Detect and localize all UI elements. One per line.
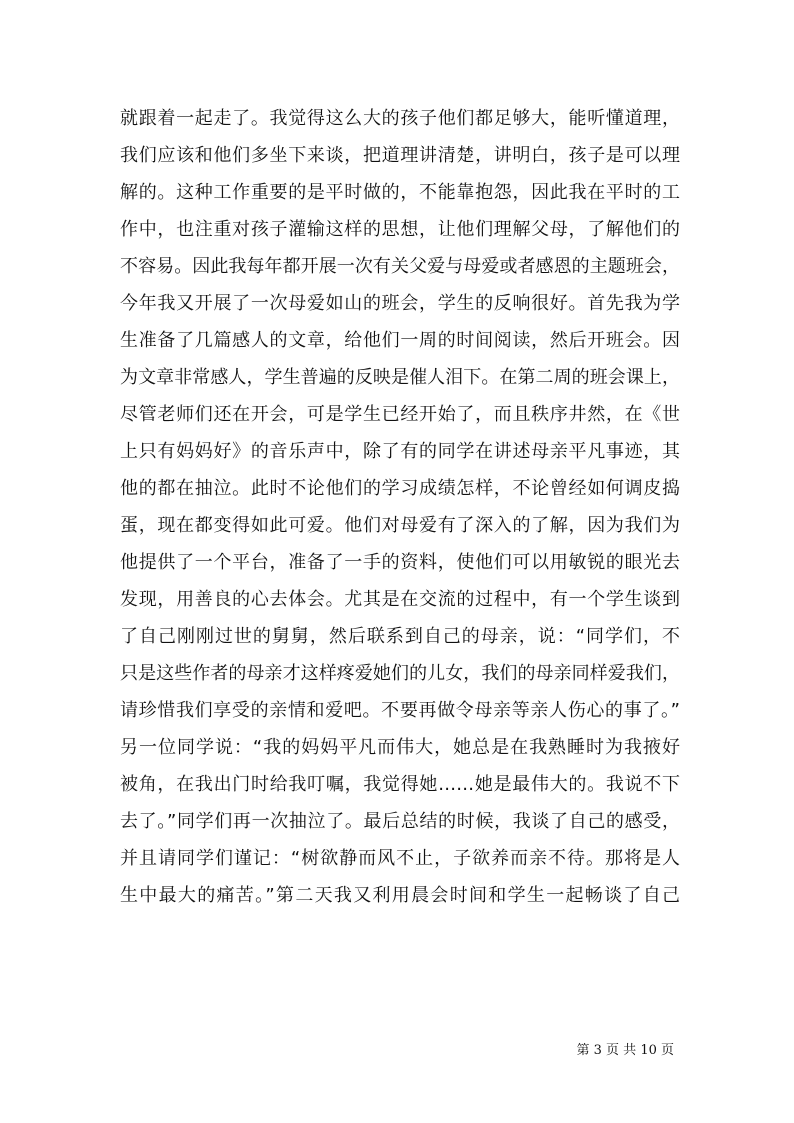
text-line: 他的都在抽泣。此时不论他们的学习成绩怎样，不论曾经如何调皮捣 bbox=[120, 478, 680, 499]
text-line: 蛋，现在都变得如此可爱。他们对母爱有了深入的了解，因为我们为 bbox=[120, 515, 680, 536]
text-line: 并且请同学们谨记：“树欲静而风不止，子欲养而亲不待。那将是人 bbox=[120, 848, 680, 869]
text-line: 被角，在我出门时给我叮嘱，我觉得她……她是最伟大的。我说不下 bbox=[120, 774, 680, 795]
text-line: 上只有妈妈好》的音乐声中，除了有的同学在讲述母亲平凡事迹，其 bbox=[120, 441, 680, 462]
text-line: 解的。这种工作重要的是平时做的，不能靠抱怨，因此我在平时的工 bbox=[120, 182, 680, 203]
text-line: 为文章非常感人，学生普遍的反映是催人泪下。在第二周的班会课上， bbox=[120, 367, 680, 388]
text-line: 了自己刚刚过世的舅舅，然后联系到自己的母亲，说：“同学们，不 bbox=[120, 626, 680, 647]
text-line: 他提供了一个平台，准备了一手的资料，使他们可以用敏锐的眼光去 bbox=[120, 552, 680, 573]
text-line: 生准备了几篇感人的文章，给他们一周的时间阅读，然后开班会。因 bbox=[120, 330, 680, 351]
text-line: 请珍惜我们享受的亲情和爱吧。不要再做令母亲等亲人伤心的事了。” bbox=[120, 700, 680, 721]
body-text bbox=[120, 100, 680, 914]
text-line: 今年我又开展了一次母爱如山的班会，学生的反响很好。首先我为学 bbox=[120, 293, 680, 314]
page-number-footer: 第 3 页 共 10 页 bbox=[576, 1043, 674, 1058]
text-line: 我们应该和他们多坐下来谈，把道理讲清楚，讲明白，孩子是可以理 bbox=[120, 145, 680, 166]
text-line: 尽管老师们还在开会，可是学生已经开始了，而且秩序井然，在《世 bbox=[120, 404, 680, 425]
text-line: 生中最大的痛苦。”第二天我又利用晨会时间和学生一起畅谈了自己 bbox=[120, 885, 680, 906]
text-line: 不容易。因此我每年都开展一次有关父爱与母爱或者感恩的主题班会， bbox=[120, 256, 680, 277]
text-line: 去了。”同学们再一次抽泣了。最后总结的时候，我谈了自己的感受， bbox=[120, 811, 680, 832]
text-line: 另一位同学说：“我的妈妈平凡而伟大，她总是在我熟睡时为我掖好 bbox=[120, 737, 680, 758]
text-line: 发现，用善良的心去体会。尤其是在交流的过程中，有一个学生谈到 bbox=[120, 589, 680, 610]
text-line: 只是这些作者的母亲才这样疼爱她们的儿女，我们的母亲同样爱我们， bbox=[120, 663, 680, 684]
text-line: 就跟着一起走了。我觉得这么大的孩子他们都足够大，能听懂道理， bbox=[120, 108, 680, 129]
text-line: 作中，也注重对孩子灌输这样的思想，让他们理解父母，了解他们的 bbox=[120, 219, 680, 240]
